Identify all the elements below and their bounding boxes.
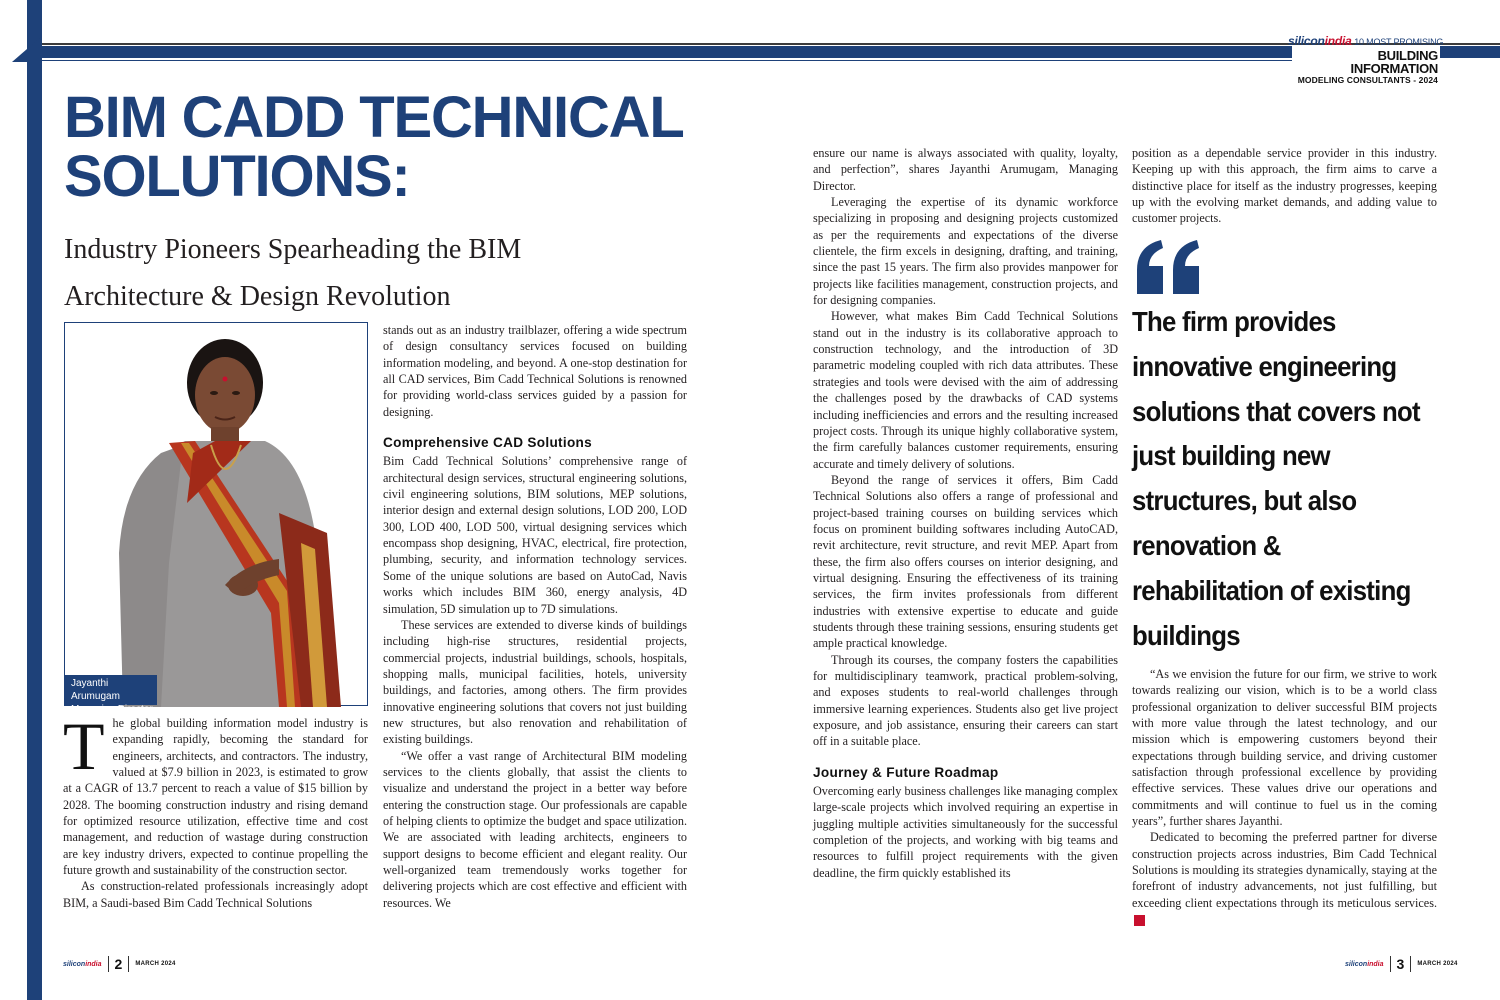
photo-caption [65, 675, 157, 715]
footer-brand-b: india [1367, 960, 1384, 968]
left-rail [27, 0, 42, 1000]
page-number-right: 3 [1396, 956, 1405, 972]
footer-right [1345, 955, 1458, 973]
paragraph: Through its courses, the company fosters the capabilities for multidisciplinary teamwork, practical problem-solving, and exposes students to real-world challenges through immersive learning experiences. Students also get live project exposure, and job assistance, ensuring their careers can start off in a suitable place. [813, 652, 1118, 749]
section-heading: Journey & Future Roadmap [813, 764, 999, 780]
end-mark-icon: si [1134, 915, 1145, 926]
caption-title: Managing Director [71, 704, 153, 715]
paragraph-2: As construction-related professionals increasingly adopt BIM, a Saudi-based Bim Cadd Technical Solutions [63, 879, 368, 910]
portrait-photo [64, 322, 368, 715]
pull-quote: The firm provides innovative engineering solutions that covers not just building new structures, but also renovation & rehabilitation of existing buildings [1132, 306, 1420, 651]
top-rule-thin [42, 43, 1500, 45]
paragraph-final [1132, 829, 1437, 927]
brand-tagline: 10 MOST PROMISING [1354, 37, 1444, 47]
paragraph: Leveraging the expertise of its dynamic workforce specializing in proposing and designing projects customized as per the requirements and expectations of the diverse clientele, the firm excels in designing, drafting, and training, since the past 15 years. The firm also provides manpower for projects like facilities management, construction projects, and for designing companies. [813, 195, 1118, 308]
top-rule-thick [42, 46, 1292, 58]
page-number-left: 2 [114, 956, 123, 972]
footer-brand-a: silicon [1345, 960, 1368, 968]
paragraph-final-text: Dedicated to becoming the preferred partner for diverse construction projects across industries, Bim Cadd Technical Solutions is moulding its strategies dynamically, staying at the forefront of industry advancements, not just fulfilling, but exceeding client expectations through its meticulous services. [1132, 830, 1437, 910]
article-column-4-bottom [1132, 666, 1437, 928]
footer-brand-b: india [85, 960, 102, 968]
paragraph: Beyond the range of services it offers, Bim Cadd Technical Solutions also offers a range of professional and project-based training courses on building services which focus on prominent building softwares including AutoCAD, revit architecture, revit structure, and revit MEP. Apart from these, the firm also offers courses on interior designing, and virtual designing. Ensuring the effectiveness of its training services, the firm invites professionals from different industries with extensive expertise to educate and guide students through these training sessions, ensuring students get ample practical knowledge. [813, 472, 1118, 651]
footer-brand [63, 961, 102, 968]
top-rule-hair [42, 60, 1292, 61]
paragraph: “We offer a vast range of Architectural BIM modeling services to the clients globally, that assist the clients to visualize and understand the project in a better way before entering the construction stage. Our professionals are capable of helping clients to optimize the budget and space utilization. We are associated with leading architects, engineers to support designs to become efficient and elegant reality. Our well-organized team tremendously works together for delivering projects which are cost effective and efficient with resources. We [383, 748, 687, 910]
subheadline [64, 226, 624, 320]
paragraph: stands out as an industry trailblazer, offering a wide spectrum of design consultancy services focused on building information modeling, and beyond. A one-stop destination for all CAD services, Bim Cadd Technical Solutions is renowned for providing world-class services guided by a passion for designing. [383, 323, 687, 419]
brand-line-2: BUILDING INFORMATION [1350, 48, 1438, 76]
paragraph: ensure our name is always associated with quality, loyalty, and perfection”, shares Jayanthi Arumugam, Managing Director. [813, 146, 1118, 193]
drop-cap: T [63, 708, 105, 784]
article-column-2 [383, 322, 687, 911]
brand-header [1288, 34, 1444, 85]
paragraph: These services are extended to diverse kinds of buildings including high-rise structures, residential projects, commercial projects, industrial buildings, schools, hospitals, shopping malls, municipal facilities, hotels, university buildings, and factories, among others. The firm provides innovative engineering solutions that covers not just building new structures, but also renovation and rehabilitation of existing buildings. [383, 617, 687, 747]
headline-line-1: BIM CADD TECHNICAL [64, 85, 684, 150]
headline [64, 85, 764, 209]
footer-separator [128, 956, 129, 972]
paragraph: Bim Cadd Technical Solutions’ comprehensive range of architectural design services, structural engineering solutions, civil engineering solutions, BIM solutions, MEP solutions, interior design and external design solutions, LOD 200, LOD 300, LOD 400, LOD 500, virtual designing services which encompass shop designing, HVAC, electrical, fire protection, plumbing, security, and information technology services. Some of the unique solutions are based on AutoCad, Navis works which includes BIM 360, energy analysis, 4D simulation, 5D simulation up to 7D simulations. [383, 454, 687, 616]
caption-name: Jayanthi Arumugam [71, 678, 120, 702]
paragraph: Overcoming early business challenges like managing complex large-scale projects which involved requiring an expertise in juggling multiple activities simultaneously for the successful completion of the projects, and working with big teams and resources to fulfill project requirements with the given deadline, the firm quickly established its [813, 784, 1118, 880]
issue-month: MARCH 2024 [135, 961, 176, 967]
brand-line-3: MODELING CONSULTANTS - 2024 [1297, 75, 1438, 85]
article-column-3 [813, 145, 1118, 881]
paragraph: “As we envision the future for our firm, we strive to work towards realizing our vision, which is to be a world class professional organization to deliver successful BIM projects with more value through the latest technology, and our mission which is empowering customers beyond their expectations through building service, and driving customer satisfaction through professional excellence by providing effective services. These values drive our operations and commitments and will continue to fuel us in the coming years”, further shares Jayanthi. [1132, 667, 1437, 829]
footer-separator [1390, 956, 1391, 972]
footer-brand-a: silicon [63, 960, 86, 968]
paragraph: position as a dependable service provider in this industry. Keeping up with this approach, the firm aims to carve a distinctive place for itself as the industry progresses, keeping up with the evolving market demands, and adding value to customer projects. [1132, 146, 1437, 226]
subhead-line-2: Architecture & Design Revolution [64, 281, 451, 312]
portrait-illustration [65, 323, 369, 707]
paragraph-1-text: he global building information model industry is expanding rapidly, becoming the standard for engineers, architects, and contractors. The industry, valued at $7.9 billion in 2023, is estimated to grow at a CAGR of 13.7 percent to reach a value of $15 billion by 2028. The booming construction industry and rising demand for optimized resource utilization, effective time and cost management, and reduction of wastage during construction are key industry drivers, expected to continue propelling the future growth and sustainability of the construction sector. [63, 716, 368, 878]
footer-separator [108, 956, 109, 972]
footer-left [63, 955, 176, 973]
top-rule-right [1440, 46, 1500, 58]
quote-mark-icon [1133, 240, 1205, 294]
article-column-4-top [1132, 145, 1437, 227]
subhead-line-1: Industry Pioneers Spearheading the BIM [64, 234, 522, 265]
brand-name-part2: india [1324, 34, 1352, 48]
footer-brand [1345, 961, 1384, 968]
paragraph: However, what makes Bim Cadd Technical Solutions stand out in the industry is its collaborative approach to construction technology, and the introduction of 3D parametric modeling coupled with rich data attributes. These strategies and tools were devised with the aim of addressing the challenges posed by the drawbacks of CAD systems including inefficiencies and errors and the resulting increased project costs. Through its unique highly collaborative system, the firm carefully balances customer requirements, ensuring accurate and timely delivery of solutions. [813, 309, 1118, 471]
headline-line-2: SOLUTIONS: [64, 144, 410, 209]
brand-line-1 [1288, 34, 1444, 48]
footer-separator [1410, 956, 1411, 972]
brand-name-part1: silicon [1288, 34, 1325, 48]
issue-month: MARCH 2024 [1417, 961, 1458, 967]
section-heading: Comprehensive CAD Solutions [383, 435, 593, 451]
